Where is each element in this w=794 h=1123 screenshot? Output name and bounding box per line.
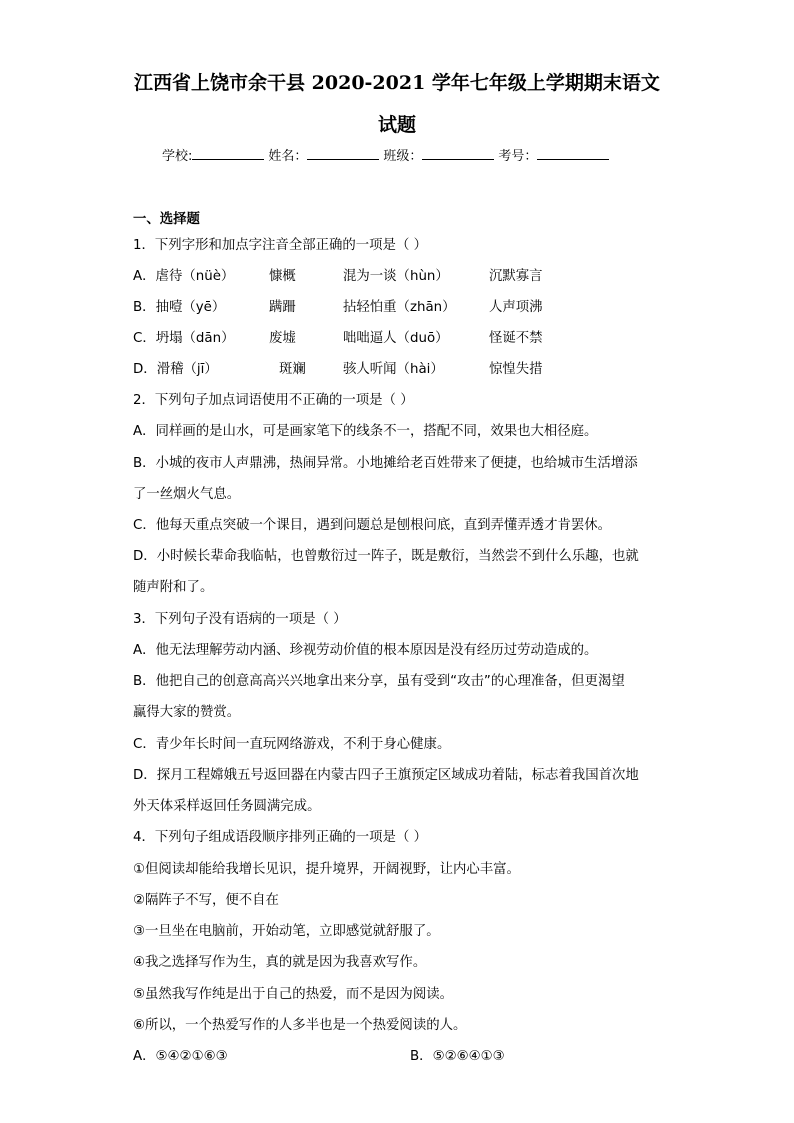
q1-c-col1: C．坍塌（dān） <box>133 331 235 346</box>
q1-a-col3: 混为一谈（hùn） <box>343 269 449 284</box>
q1-c-col3: 咄咄逼人（duō） <box>343 331 449 346</box>
school-blank[interactable] <box>192 145 264 160</box>
q3-option-d-line1: D．探月工程嫦娥五号返回器在内蒙古四子王旗预定区域成功着陆，标志着我国首次地 <box>133 768 639 783</box>
q1-d-col1: D．滑稽（jī） <box>133 362 218 377</box>
q4-sentence-6: ⑥所以，一个热爱写作的人多半也是一个热爱阅读的人。 <box>133 1018 467 1033</box>
q1-option-c <box>133 327 543 346</box>
name-blank[interactable] <box>307 145 379 160</box>
q1-stem: 1．下列字形和加点字注音全部正确的一项是（ ） <box>133 238 427 253</box>
q2-option-b-line1: B．小城的夜市人声鼎沸，热闹异常。小地摊给老百姓带来了便捷，也给城市生活增添 <box>133 456 638 471</box>
q4-sentence-2: ②隔阵子不写，便不自在 <box>133 893 279 908</box>
name-label: 姓名： <box>268 149 308 164</box>
exam-title-line2: 试题 <box>377 114 416 136</box>
number-label: 考号： <box>498 149 538 164</box>
q1-d-col4: 惊惶失措 <box>489 362 543 377</box>
section-heading: 一、选择题 <box>133 212 200 227</box>
q4-sentence-3: ③一旦坐在电脑前，开始动笔，立即感觉就舒服了。 <box>133 924 440 939</box>
q1-option-a <box>133 265 543 284</box>
q3-option-a: A．他无法理解劳动内涵、珍视劳动价值的根本原因是没有经历过劳动造成的。 <box>133 643 598 658</box>
q3-stem: 3．下列句子没有语病的一项是（ ） <box>133 612 347 627</box>
q1-a-col4: 沉默寡言 <box>489 269 543 284</box>
q4-sentence-4: ④我之选择写作为生，真的就是因为我喜欢写作。 <box>133 955 427 970</box>
q1-c-col4: 怪诞不禁 <box>489 331 543 346</box>
q2-stem: 2．下列句子加点词语使用不正确的一项是（ ） <box>133 393 414 408</box>
q1-d-col3: 骇人听闻（hài） <box>343 362 444 377</box>
q3-option-c: C．青少年长时间一直玩网络游戏，不利于身心健康。 <box>133 737 451 752</box>
q2-option-a: A．同样画的是山水，可是画家笔下的线条不一，搭配不同，效果也大相径庭。 <box>133 424 598 439</box>
q1-option-d <box>133 358 543 377</box>
q4-sentence-1: ①但阅读却能给我增长见识，提升境界，开阔视野，让内心丰富。 <box>133 862 520 877</box>
exam-title-line1: 江西省上饶市余干县 2020-2021 学年七年级上学期期末语文 <box>134 72 660 94</box>
q1-b-col4: 人声项沸 <box>489 300 543 315</box>
q1-b-col2: 蹒跚 <box>269 300 296 315</box>
q1-d-col2: 斑斓 <box>279 362 306 377</box>
q4-option-a: A．⑤④②①⑥③ <box>133 1049 228 1064</box>
class-label: 班级： <box>383 149 423 164</box>
q2-option-b-line2: 了一丝烟火气息。 <box>133 487 241 502</box>
q1-a-col1: A．虐待（nüè） <box>133 269 235 284</box>
q4-option-b: B．⑤②⑥④①③ <box>410 1049 505 1064</box>
q4-stem: 4．下列句子组成语段顺序排列正确的一项是（ ） <box>133 830 427 845</box>
q3-option-d-line2: 外天体采样返回任务圆满完成。 <box>133 799 321 814</box>
student-info-row <box>162 145 613 164</box>
q2-option-d-line1: D．小时候长辈命我临帖，也曾敷衍过一阵子，既是敷衍，当然尝不到什么乐趣，也就 <box>133 549 639 564</box>
class-blank[interactable] <box>422 145 494 160</box>
q1-a-col2: 慷概 <box>269 269 296 284</box>
q3-option-b-line2: 赢得大家的赞赏。 <box>133 705 241 720</box>
school-label: 学校: <box>162 149 193 164</box>
q4-sentence-5: ⑤虽然我写作纯是出于自己的热爱，而不是因为阅读。 <box>133 987 453 1002</box>
q1-b-col3: 拈轻怕重（zhān） <box>343 300 456 315</box>
q1-c-col2: 废墟 <box>269 331 296 346</box>
q2-option-c: C．他每天重点突破一个课目，遇到问题总是刨根问底，直到弄懂弄透才肯罢休。 <box>133 518 612 533</box>
q2-option-d-line2: 随声附和了。 <box>133 580 214 595</box>
q3-option-b-line1: B．他把自己的创意高高兴兴地拿出来分享，虽有受到“攻击”的心理准备，但更渴望 <box>133 674 625 689</box>
q1-b-col1: B．抽噎（yē） <box>133 300 226 315</box>
number-blank[interactable] <box>537 145 609 160</box>
q1-option-b <box>133 296 543 315</box>
